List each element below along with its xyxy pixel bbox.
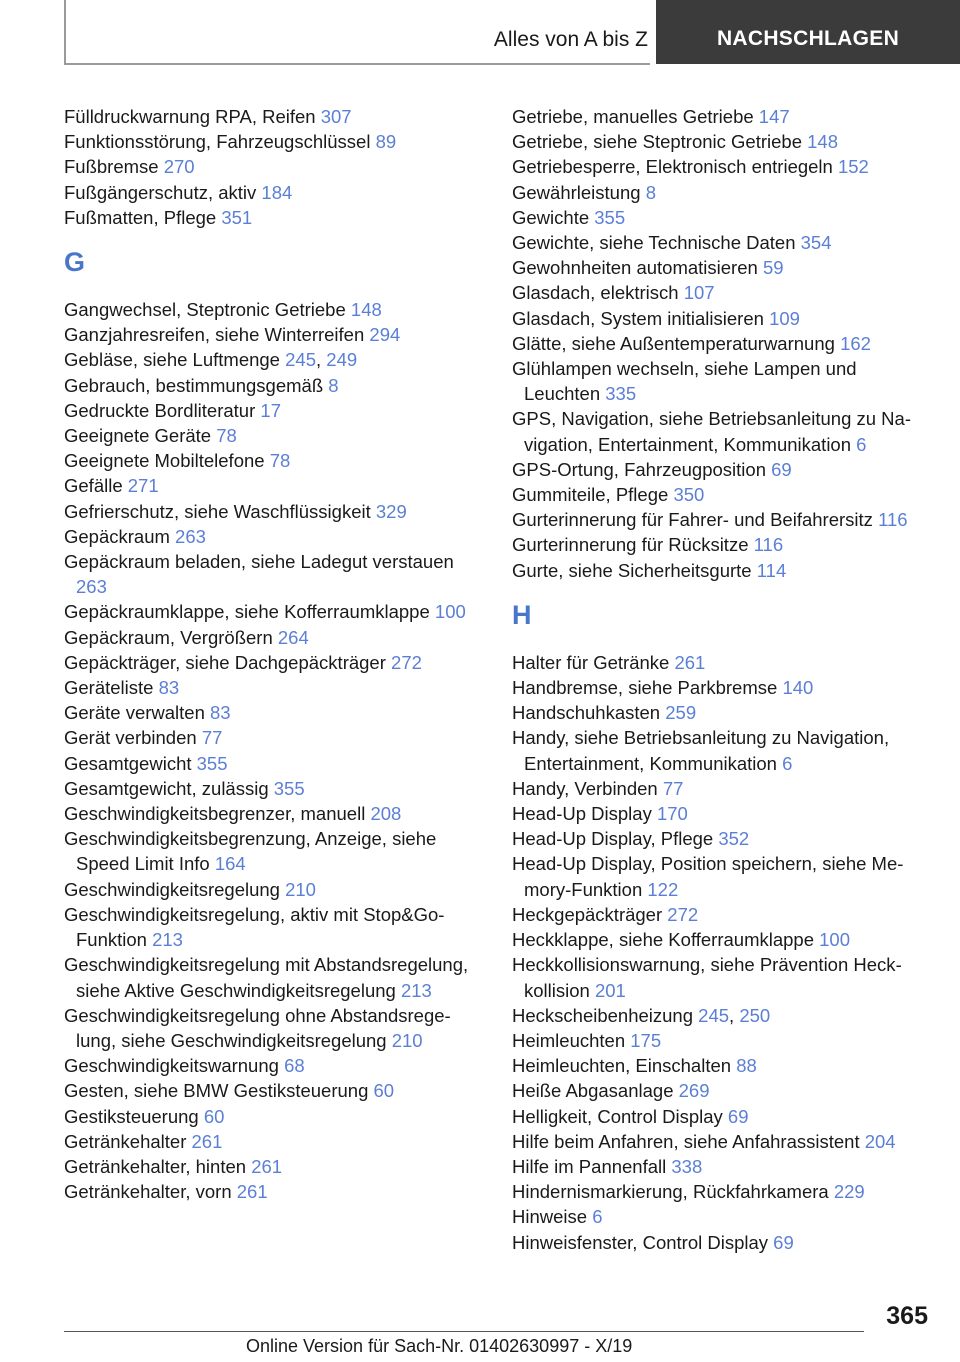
index-entry-text: Fülldruckwarnung RPA, Reifen	[64, 106, 316, 127]
index-entry	[512, 457, 932, 482]
index-entry-text: Getriebe, manuelles Getriebe	[512, 106, 754, 127]
index-entry-text: Head-Up Display, Pflege	[512, 828, 714, 850]
index-entry-text: Ganzjahresreifen, siehe Winterreifen	[64, 324, 365, 346]
page-reference-link[interactable]: 122	[647, 878, 679, 900]
index-column-left	[64, 104, 484, 1204]
index-entry-text: Heiße Abgasanlage	[512, 1080, 674, 1102]
footer-text: Online Version für Sach-Nr. 01402630997 - X/19	[246, 1336, 633, 1356]
index-entry-text: Handschuhkasten	[512, 702, 661, 724]
index-entry	[64, 952, 484, 1002]
page-reference-link[interactable]: 352	[718, 828, 750, 850]
index-entry	[64, 104, 484, 129]
index-entry	[64, 625, 484, 650]
page-reference-link[interactable]: 250	[739, 1004, 771, 1026]
page-reference-link[interactable]: 184	[261, 181, 293, 203]
page-reference-link[interactable]: 208	[370, 803, 402, 825]
index-entry	[64, 1053, 484, 1078]
index-entry	[64, 751, 484, 776]
page-reference-link[interactable]: 100	[434, 601, 466, 623]
index-entry-text: Getriebe, siehe Steptronic Getriebe	[512, 131, 802, 153]
index-entry	[512, 482, 932, 507]
page-reference-link[interactable]: 213	[152, 929, 183, 951]
page-reference-link[interactable]: 261	[191, 1130, 223, 1152]
index-entry-text: Handy, Verbinden	[512, 777, 658, 799]
index-entry	[64, 499, 484, 524]
index-entry-text: Getränkehalter, vorn	[64, 1181, 232, 1203]
index-entry	[512, 104, 932, 129]
page-reference-link[interactable]: 213	[400, 979, 432, 1001]
page-reference-link[interactable]: 354	[800, 232, 832, 254]
page-reference-link[interactable]: 201	[594, 979, 626, 1001]
index-entry	[512, 255, 932, 280]
index-entry-text: Gewichte, siehe Technische Daten	[512, 232, 796, 254]
index-entry	[512, 952, 932, 1002]
page-reference-link[interactable]: 69	[727, 1105, 749, 1127]
page-reference-link[interactable]: 271	[127, 475, 159, 497]
index-entry-text: Gurterinnerung für Rücksitze	[512, 534, 749, 556]
index-entry-text: Gebläse, siehe Luftmenge	[64, 349, 280, 371]
page-reference-link[interactable]: 6	[856, 433, 867, 455]
index-entry-text: Hilfe beim Anfahren, siehe Anfahrassistent	[512, 1130, 860, 1152]
index-entry-text: Getriebesperre, Elektronisch entriegeln	[512, 156, 833, 178]
index-entry	[64, 801, 484, 826]
page-reference-link[interactable]: 68	[284, 1055, 305, 1077]
page-reference-link[interactable]: 100	[819, 929, 851, 951]
index-entry-text: Gewohnheiten automatisieren	[512, 257, 758, 279]
index-entry	[512, 927, 932, 952]
index-entry	[512, 154, 932, 179]
index-entry-text: Gefälle	[64, 475, 123, 497]
page-reference-link[interactable]: 263	[175, 525, 206, 547]
index-entry	[512, 1230, 932, 1255]
index-entry	[512, 700, 932, 725]
page-reference-link[interactable]: 59	[762, 257, 784, 279]
page-reference-link[interactable]: 107	[683, 282, 715, 304]
page-reference-link[interactable]: 270	[163, 156, 195, 178]
index-entry	[512, 1053, 932, 1078]
index-entry-text: Gummiteile, Pflege	[512, 484, 669, 506]
index-entry	[64, 1129, 484, 1154]
index-entry	[512, 507, 932, 532]
index-entry	[64, 1154, 484, 1179]
index-entry-text: GPS-Ortung, Fahrzeugposition	[512, 458, 766, 480]
index-entry-text: Gepäckraum beladen, siehe Ladegut verstauen	[64, 551, 454, 573]
index-entry	[512, 650, 932, 675]
page-reference-link[interactable]: 8	[645, 181, 656, 203]
index-entry	[64, 398, 484, 423]
page-reference-link[interactable]: 60	[373, 1080, 395, 1102]
index-entry	[64, 725, 484, 750]
index-entry	[512, 725, 932, 775]
page-reference-link[interactable]: 272	[667, 903, 699, 925]
index-entry	[512, 1129, 932, 1154]
page-reference-link[interactable]: 69	[771, 458, 792, 480]
page-reference-link[interactable]: 261	[674, 651, 706, 673]
index-letter-heading: G	[64, 247, 86, 278]
index-entry-text: Gesamtgewicht	[64, 752, 192, 774]
index-entry-text: Gedruckte Bordliteratur	[64, 399, 256, 421]
index-entry	[64, 650, 484, 675]
page-reference-link[interactable]: 17	[260, 399, 281, 421]
page-reference-link[interactable]: 294	[369, 324, 401, 346]
index-entry-text: Gerät verbinden	[64, 727, 197, 749]
index-entry-text: Fußgängerschutz, aktiv	[64, 181, 257, 203]
index-entry	[64, 599, 484, 624]
index-entry	[512, 1204, 932, 1229]
index-entry-text: Getränkehalter, hinten	[64, 1155, 247, 1177]
index-entry	[512, 851, 932, 901]
page-reference-link[interactable]: 83	[158, 677, 180, 699]
index-entry-text: Getränkehalter	[64, 1130, 187, 1152]
page-reference-link[interactable]: 263	[76, 576, 107, 598]
page-reference-link[interactable]: 307	[320, 106, 352, 127]
index-entry	[64, 154, 484, 179]
index-entry-text: GPS, Navigation, siehe Betriebsanleitung zu Navigation, Entertainment, Kommunikation	[512, 408, 912, 455]
page-reference-link[interactable]: 69	[773, 1231, 794, 1253]
index-entry-text: Fußbremse	[64, 156, 159, 178]
page-reference-link[interactable]: 6	[782, 752, 793, 774]
index-entry-text: Glasdach, System initialisieren	[512, 307, 764, 329]
index-entry-text: Gurte, siehe Sicherheitsgurte	[512, 559, 752, 581]
page-reference-link[interactable]: 249	[326, 349, 358, 371]
index-entry	[512, 356, 932, 406]
page-reference-link[interactable]: 245	[698, 1004, 730, 1026]
index-entry	[64, 373, 484, 398]
index-entry	[512, 776, 932, 801]
index-entry	[512, 675, 932, 700]
index-entry-text: Geschwindigkeitsregelung, aktiv mit Stop&Go-Funktion	[64, 903, 445, 951]
header-rule-vertical	[64, 0, 66, 64]
index-entry-text: Halter für Getränke	[512, 651, 670, 673]
page-reference-link[interactable]: 77	[201, 727, 223, 749]
index-entry-text: Geschwindigkeitsregelung ohne Abstandsregelung, siehe Geschwindigkeitsregelung	[64, 1004, 451, 1051]
index-entry	[64, 826, 484, 876]
index-entry: Heckscheibenheizung 245, 250	[512, 1004, 771, 1026]
page-reference-link[interactable]: 116	[753, 534, 784, 556]
index-entry-text: Gefrierschutz, siehe Waschflüssigkeit	[64, 500, 371, 522]
page-reference-link[interactable]: 351	[221, 206, 253, 228]
index-entry-text: Gesamtgewicht, zulässig	[64, 777, 269, 799]
index-entry-text: Hinweisfenster, Control Display	[512, 1231, 769, 1253]
index-entry-text: Hinweise	[512, 1206, 588, 1228]
page-reference-link[interactable]: 261	[251, 1155, 283, 1177]
index-entry-text: Heckscheibenheizung	[512, 1004, 694, 1026]
page-reference-link[interactable]: 88	[736, 1055, 757, 1077]
page-reference-link[interactable]: 140	[782, 677, 814, 699]
index-entry	[64, 1104, 484, 1129]
page-reference-link[interactable]: 355	[594, 206, 626, 228]
page-reference-link[interactable]: 89	[375, 131, 397, 153]
index-entry	[64, 322, 484, 347]
index-entry-text: Gepäckträger, siehe Dachgepäckträger	[64, 651, 386, 673]
index-entry-text: Geräteliste	[64, 677, 154, 699]
page-reference-link[interactable]: 210	[285, 878, 316, 900]
index-entry	[512, 902, 932, 927]
index-column-right	[512, 104, 932, 1255]
page-reference-link[interactable]: 264	[277, 626, 309, 648]
index-entry-text: Geschwindigkeitsbegrenzer, manuell	[64, 803, 366, 825]
page-reference-link[interactable]: 8	[328, 374, 339, 396]
index-entry	[64, 524, 484, 549]
index-entry	[512, 1028, 932, 1053]
index-entry	[64, 877, 484, 902]
index-entry-text: Geschwindigkeitswarnung	[64, 1055, 279, 1077]
index-entry-text: Handbremse, siehe Parkbremse	[512, 677, 778, 699]
section-tab	[656, 0, 960, 64]
index-entry-text: Gepäckraumklappe, siehe Kofferraumklappe	[64, 601, 430, 623]
index-entry	[512, 1179, 932, 1204]
page-reference-link[interactable]: 114	[756, 559, 787, 581]
index-entry-text: Glasdach, elektrisch	[512, 282, 679, 304]
index-entry	[64, 902, 484, 952]
page-reference-link[interactable]: 147	[758, 106, 790, 127]
index-entry-text: Gurterinnerung für Fahrer- und Beifahrersitz	[512, 509, 873, 531]
index-entry	[512, 129, 932, 154]
index-entry	[64, 776, 484, 801]
index-entry-text: Glühlampen wechseln, siehe Lampen und Leuchten	[512, 358, 857, 405]
page-reference-link[interactable]: 175	[630, 1029, 662, 1051]
footer-rule	[64, 1331, 864, 1332]
page-reference-link[interactable]: 60	[203, 1105, 225, 1127]
index-entry-text: Gestiksteuerung	[64, 1105, 199, 1127]
index-entry-text: Geschwindigkeitsregelung	[64, 878, 280, 900]
index-entry-text: Gepäckraum	[64, 525, 170, 547]
header-rule-horizontal	[64, 63, 650, 65]
page-reference-link[interactable]: 261	[236, 1181, 268, 1203]
index-entry	[512, 205, 932, 230]
index-entry	[64, 129, 484, 154]
page-reference-link[interactable]: 148	[350, 299, 382, 321]
index-entry	[512, 331, 932, 356]
page-reference-link[interactable]: 78	[269, 450, 291, 472]
section-tab-label: NACHSCHLAGEN	[716, 27, 900, 50]
index-entry-text: Head-Up Display	[512, 803, 652, 825]
index-entry	[512, 406, 932, 456]
page-reference-link[interactable]: 152	[837, 156, 869, 178]
index-entry	[512, 826, 932, 851]
page-reference-link[interactable]: 77	[662, 777, 684, 799]
index-entry-text: Gewährleistung	[512, 181, 641, 203]
index-entry	[64, 700, 484, 725]
index-entry-text: Head-Up Display, Position speichern, siehe Memory-Funktion	[512, 853, 904, 900]
index-entry	[512, 558, 932, 583]
page-reference-link[interactable]: 329	[375, 500, 407, 522]
index-entry	[512, 280, 932, 305]
index-entry	[512, 306, 932, 331]
index-entry-text: Gewichte	[512, 206, 590, 228]
page-reference-link[interactable]: 259	[665, 702, 697, 724]
index-entry	[512, 801, 932, 826]
page-reference-link[interactable]: 210	[391, 1029, 423, 1051]
page-reference-link[interactable]: 338	[671, 1155, 703, 1177]
index-entry-text: Heimleuchten	[512, 1029, 626, 1051]
page-reference-link[interactable]: 335	[605, 383, 637, 405]
page-reference-link[interactable]: 272	[391, 651, 422, 673]
page-reference-link[interactable]: 162	[840, 332, 871, 354]
index-entry: Gebläse, siehe Luftmenge 245, 249	[64, 349, 358, 371]
index-entry	[64, 423, 484, 448]
index-entry	[64, 180, 484, 205]
index-entry	[64, 1179, 484, 1204]
index-entry	[64, 1003, 484, 1053]
page-number: 365	[886, 1302, 928, 1330]
page-reference-link[interactable]: 355	[196, 752, 228, 774]
page-reference-link[interactable]: 229	[833, 1181, 865, 1203]
index-entry-text: Gesten, siehe BMW Gestiksteuerung	[64, 1080, 369, 1102]
index-entry-text: Heckklappe, siehe Kofferraumklappe	[512, 929, 814, 951]
index-entry-text: Geschwindigkeitsregelung mit Abstandsregelung, siehe Aktive Geschwindigkeitsregelung	[64, 954, 469, 1001]
index-entry-text: Heckkollisionswarnung, siehe Prävention Heckkollision	[512, 954, 902, 1001]
index-entry	[64, 549, 484, 599]
index-entry-text: Gangwechsel, Steptronic Getriebe	[64, 299, 346, 321]
index-entry	[64, 473, 484, 498]
index-entry	[512, 180, 932, 205]
index-entry	[512, 532, 932, 557]
index-entry-text: Geschwindigkeitsbegrenzung, Anzeige, siehe Speed Limit Info	[64, 828, 437, 875]
page-reference-link[interactable]: 148	[807, 131, 839, 153]
index-entry	[64, 297, 484, 322]
index-entry-text: Hindernismarkierung, Rückfahrkamera	[512, 1181, 829, 1203]
page-reference-link[interactable]: 204	[864, 1130, 896, 1152]
page-reference-link[interactable]: 116	[878, 509, 908, 531]
index-entry	[64, 1078, 484, 1103]
index-entry	[512, 1078, 932, 1103]
index-entry-text: Glätte, siehe Außentemperaturwarnung	[512, 332, 835, 354]
index-entry-text: Geeignete Geräte	[64, 425, 212, 447]
index-entry-text: Gebrauch, bestimmungsgemäß	[64, 374, 324, 396]
index-entry	[64, 448, 484, 473]
page-reference-link[interactable]: 109	[769, 307, 800, 329]
page-reference-link[interactable]: 83	[210, 702, 231, 724]
page-reference-link[interactable]: 269	[678, 1080, 710, 1102]
page-reference-link[interactable]: 170	[656, 803, 688, 825]
index-entry-text: Hilfe im Pannenfall	[512, 1155, 667, 1177]
index-entry-text: Geräte verwalten	[64, 702, 205, 724]
page-reference-link[interactable]: 245	[285, 349, 316, 371]
index-entry	[64, 205, 484, 230]
page-reference-link[interactable]: 164	[214, 853, 246, 875]
index-entry	[512, 1154, 932, 1179]
index-entry-text: Helligkeit, Control Display	[512, 1105, 723, 1127]
index-entry	[512, 230, 932, 255]
chapter-title: Alles von A bis Z	[493, 28, 648, 51]
index-entry-text: Geeignete Mobiltelefone	[64, 450, 265, 472]
index-entry-text: Fußmatten, Pflege	[64, 206, 217, 228]
page-reference-link[interactable]: 355	[273, 777, 305, 799]
index-entry-text: Funktionsstörung, Fahrzeugschlüssel	[64, 131, 371, 153]
index-entry-text: Handy, siehe Betriebsanleitung zu Navigation, Entertainment, Kommunikation	[512, 727, 890, 774]
index-letter-heading: H	[512, 599, 532, 630]
index-entry	[64, 675, 484, 700]
index-entry	[512, 1104, 932, 1129]
index-entry-text: Gepäckraum, Vergrößern	[64, 626, 273, 648]
index-entry-text: Heckgepäckträger	[512, 903, 663, 925]
page-reference-link[interactable]: 78	[216, 425, 237, 447]
index-entry-text: Heimleuchten, Einschalten	[512, 1055, 732, 1077]
page-reference-link[interactable]: 6	[592, 1206, 603, 1228]
page-reference-link[interactable]: 350	[673, 484, 705, 506]
